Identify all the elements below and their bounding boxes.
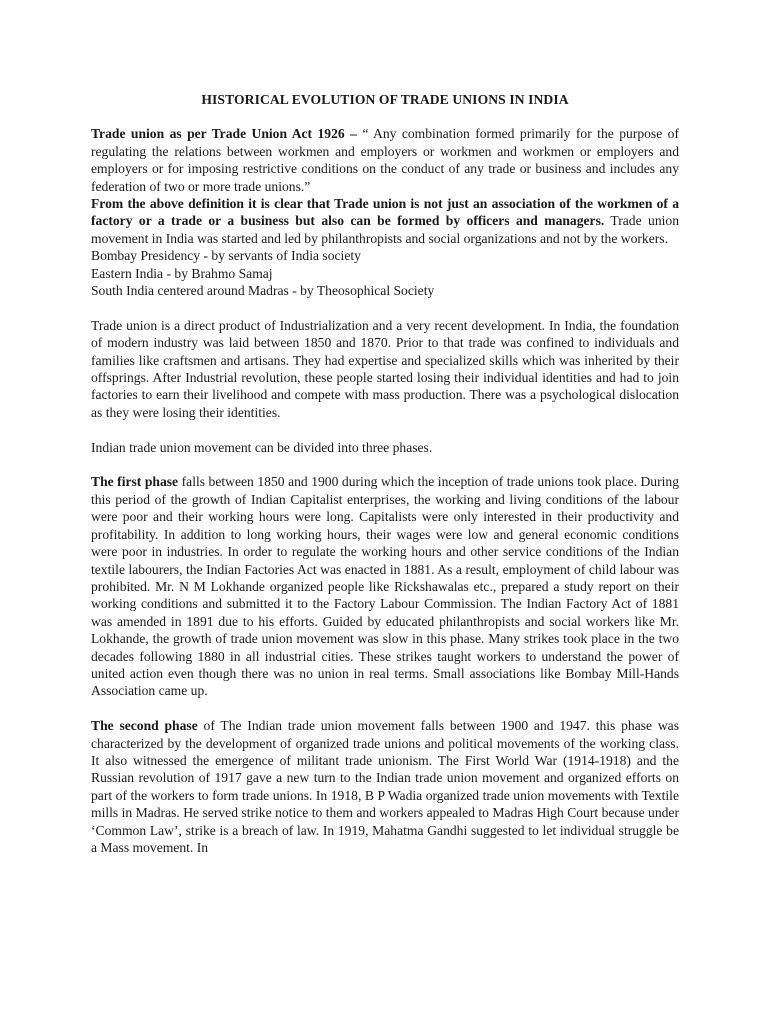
first-phase-lead: The first phase bbox=[91, 474, 179, 490]
second-phase-lead: The second phase bbox=[91, 718, 198, 734]
second-phase-text: of The Indian trade union movement falls between 1900 and 1947. this phase was characterized by the development of organized trade unions and political movements of the working class. It also witnessed the emergence of militant trade unionism. The First World War (1914-1918) and the Russian revolution of 1917 gave a new turn to the Indian trade union movement and organized efforts on part of the workers to form trade unions. In 1918, B P Wadia organized trade union movements with Textile mills in Madras. He served strike notice to them and workers appealed to Madras High Court because under ‘Common Law’, strike is a breach of law. In 1919, Mahatma Gandhi suggested to let individual struggle be a Mass movement. In bbox=[91, 718, 679, 855]
industrialization-paragraph: Trade union is a direct product of Industrialization and a very recent development. In India, the foundation of modern industry was laid between 1850 and 1870. Prior to that trade was confined to individuals and families like craftsmen and artisans. They had expertise and specialized skills which was inherited by their offsprings. After Industrial revolution, these people started losing their individual identities and had to join factories to earn their livelihood and compete with mass production. There was a psychological dislocation as they were losing their identities. bbox=[91, 317, 679, 420]
phases-intro-paragraph: Indian trade union movement can be divided into three phases. bbox=[91, 439, 433, 455]
clarification-text: Trade union movement in India was started and led by philanthropists and social organizations and not by the workers. bbox=[91, 213, 679, 246]
definition-paragraph bbox=[91, 125, 679, 195]
region-line: Bombay Presidency - by servants of India society bbox=[91, 248, 361, 264]
document-title: HISTORICAL EVOLUTION OF TRADE UNIONS IN INDIA bbox=[201, 92, 569, 107]
region-line: Eastern India - by Brahmo Samaj bbox=[91, 265, 273, 281]
second-phase-paragraph bbox=[91, 717, 679, 856]
definition-lead: Trade union as per Trade Union Act 1926 – bbox=[91, 126, 357, 142]
first-phase-paragraph bbox=[91, 473, 679, 699]
region-line: South India centered around Madras - by Theosophical Society bbox=[91, 283, 435, 299]
document-page bbox=[91, 91, 679, 856]
first-phase-text: falls between 1850 and 1900 during which the inception of trade unions took place. During this period of the growth of Indian Capitalist enterprises, the working and living conditions of the labour were poor and their working hours were long. Capitalists were only interested in their productivity and profitability. In addition to long working hours, their wages were low and general economic conditions were poor in industries. In order to regulate the working hours and other service conditions of the Indian textile labourers, the Indian Factories Act was enacted in 1881. As a result, employment of child labour was prohibited. Mr. N M Lokhande organized people like Rickshawalas etc., prepared a study report on their working conditions and submitted it to the Factory Labour Commission. The Indian Factory Act of 1881 was amended in 1891 due to his efforts. Guided by educated philanthropists and social workers like Mr. Lokhande, the growth of trade union movement was slow in this phase. Many strikes took place in the two decades following 1880 in all industrial cities. These strikes taught workers to understand the power of united action even though there was no union in real terms. Small associations like Bombay Mill-Hands Association came up. bbox=[91, 474, 680, 699]
definition-text: “ Any combination formed primarily for the purpose of regulating the relations between workmen and employers or workmen and workmen or employers and employers or for imposing restrictive conditions on the conduct of any trade or business and includes any federation of two or more trade unions.” bbox=[91, 126, 679, 194]
clarification-paragraph bbox=[91, 195, 679, 247]
clarification-lead: From the above definition it is clear that Trade union is not just an association of the workmen of a factory or a trade or a business but also can be formed by officers and managers. bbox=[91, 196, 679, 229]
